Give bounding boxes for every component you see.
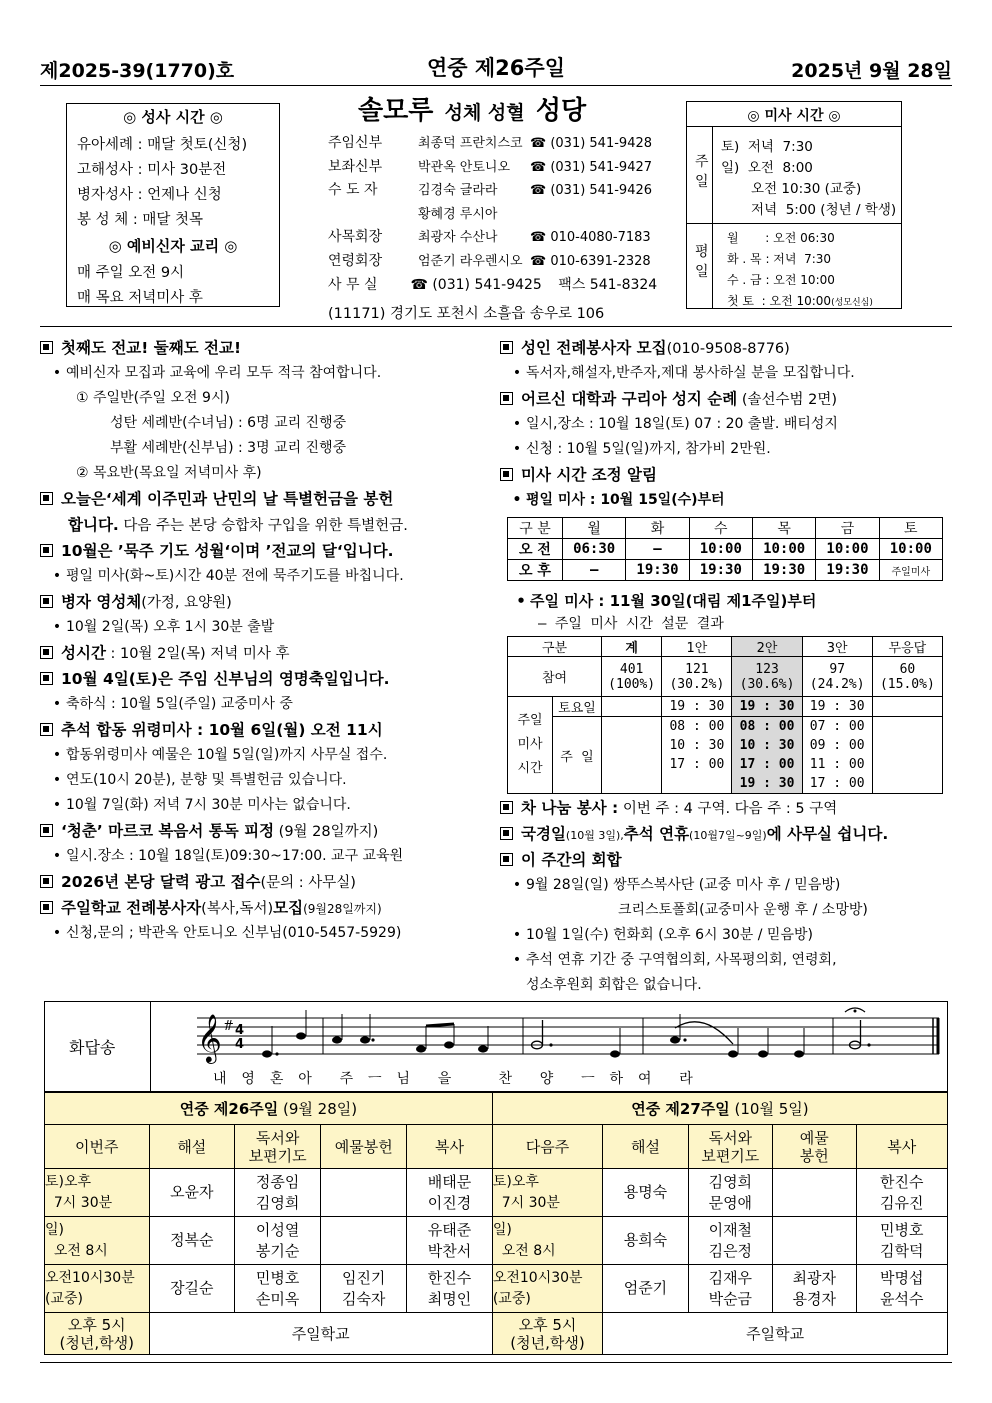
weekday-label: 평 일	[695, 244, 709, 280]
weekday-mass-table	[507, 517, 943, 581]
survey-participation: 60 (15.0%)	[872, 657, 942, 697]
catechumen-line: 매 목요 저녁미사 후	[77, 290, 203, 306]
roster-time: 일) 오전 8시	[45, 1217, 150, 1265]
notice-bullet: • 예비신자 모집과 교육에 우리 모두 적극 참여합니다.	[52, 365, 382, 381]
office-line: 사 무 실 ☎ (031) 541-9425 팩스 541-8324	[328, 277, 658, 293]
staff-row: 주임신부 최종덕 프란치스코 ☎ (031) 541-9428	[328, 135, 653, 151]
roster-cell: 정복순	[149, 1217, 235, 1265]
catechumen-line: 매 주일 오전 9시	[77, 265, 185, 281]
notice-bullet: • 10월 2일(목) 오후 1시 30분 출발	[52, 619, 275, 635]
staff-row: 수 도 자 김경숙 글라라 ☎ (031) 541-9426	[328, 182, 653, 198]
staff-row: 사목회장 최광자 수산나 ☎ 010-4080-7183	[328, 229, 651, 245]
weekday-mass-time: 월 : 오전 06:30	[727, 231, 835, 245]
notice-bullet: • 평일 미사(화~토)시간 40분 전에 묵주기도를 바칩니다.	[52, 568, 404, 584]
notice-bullet: • 일시,장소 : 10월 18일(토) 07 : 20 출발. 배티성지	[512, 416, 838, 432]
notice-bullet: • 10월 7일(화) 저녁 7시 30분 미사는 없습니다.	[52, 797, 351, 813]
weekday-table-cell: 10:00	[689, 539, 752, 560]
survey-table	[507, 636, 943, 794]
weekday-table-cell: 19:30	[689, 560, 752, 581]
survey-header: 3안	[802, 637, 872, 657]
survey-header: 구분	[508, 637, 602, 657]
notice-item: 성탄 세례반(수녀님) : 6명 교리 진행중	[110, 415, 347, 431]
parish-name: 솔모루 성체 성혈 성당	[358, 96, 587, 126]
svg-text:𝄞: 𝄞	[197, 1013, 222, 1062]
roster-cell: 엄준기	[603, 1265, 689, 1313]
weekday-table-cell: –	[563, 560, 626, 581]
notice-bullet: • 일시.장소 : 10월 18일(토)09:30~17:00. 교구 교육원	[52, 848, 404, 864]
roster-cell: 유태준 박찬서	[407, 1217, 493, 1265]
weekday-table-cell: 06:30	[563, 539, 626, 560]
svg-text:4: 4	[235, 1023, 245, 1038]
sunday-mass-time: 저녁 5:00 (청년 / 학생)	[721, 202, 897, 218]
notice-heading: 오늘은‘세계 이주민과 난민의 날 특별헌금을 봉헌	[40, 487, 393, 509]
survey-sun-time: 08 : 00 10 : 30 17 : 00	[662, 717, 732, 794]
roster-cell	[772, 1169, 856, 1217]
survey-sun-label: 주 일	[553, 717, 602, 794]
roster-left-title: 연중 제26주일 (9월 28일)	[45, 1093, 493, 1125]
notice-bullet: • 축하식 : 10월 5일(주일) 교중미사 중	[52, 696, 293, 712]
survey-sun-time: 07 : 00 09 : 00 11 : 00 17 : 00	[802, 717, 872, 794]
footer-rule	[40, 1362, 952, 1363]
weekday-table-cell: –	[626, 539, 689, 560]
notice-heading: 차 나눔 봉사 : 이번 주 : 4 구역. 다음 주 : 5 구역	[500, 796, 837, 818]
notice-heading: 성인 전례봉사자 모집(010-9508-8776)	[500, 336, 790, 358]
sacrament-line: 병자성사 : 언제나 신청	[77, 187, 222, 203]
notice-bullet: • 9월 28일(일) 쌍뚜스복사단 (교중 미사 후 / 믿음방)	[512, 877, 841, 893]
notice-bullet: • 10월 1일(수) 헌화회 (오후 6시 30분 / 믿음방)	[512, 927, 813, 943]
roster-time: 오전10시30분 (교중)	[45, 1265, 150, 1313]
roster-header: 독서와 보편기도	[688, 1125, 772, 1169]
roster-cell: 김재우 박순금	[688, 1265, 772, 1313]
roster-header: 복사	[407, 1125, 493, 1169]
sunday-change-title: • 주일 미사 : 11월 30일(대림 제1주일)부터	[516, 592, 817, 610]
survey-sat-time: 19 : 30	[802, 697, 872, 717]
catechumen-title: ◎ 예비신자 교리 ◎	[108, 237, 238, 255]
roster-right-title: 연중 제27주일 (10월 5일)	[492, 1093, 947, 1125]
page-title: 연중 제26주일	[427, 56, 565, 80]
weekday-table-header: 금	[816, 518, 879, 539]
roster-cell: 임진기 김숙자	[321, 1265, 407, 1313]
weekday-table-cell: 주일미사	[879, 560, 942, 581]
notice-bullet: • 평일 미사 : 10월 15일(수)부터	[512, 492, 725, 508]
notice-heading: 어르신 대학과 구리아 성지 순례 (솔선수범 2면)	[500, 387, 837, 409]
notice-heading: 병자 영성체(가정, 요양원)	[40, 590, 232, 612]
roster-cell: 용명숙	[603, 1169, 689, 1217]
roster-time: 토)오후 7시 30분	[45, 1169, 150, 1217]
issue-number: 제2025-39(1770)호	[40, 60, 235, 82]
survey-row-label: 주일 미사 시간	[508, 697, 553, 794]
weekday-table-cell: 오 후	[508, 560, 563, 581]
notice-bullet: • 독서자,해설자,반주자,제대 봉사하실 분을 모집합니다.	[512, 365, 855, 381]
survey-header: 2안	[732, 637, 802, 657]
weekday-table-header: 화	[626, 518, 689, 539]
weekday-table-header: 목	[752, 518, 815, 539]
survey-sat-time: 19 : 30	[732, 697, 802, 717]
psalm-staff	[193, 1006, 943, 1070]
survey-sat-time	[872, 697, 942, 717]
weekday-table-header: 토	[879, 518, 942, 539]
right-notices	[500, 336, 952, 516]
mass-times-box	[686, 101, 902, 309]
survey-header: 1안	[662, 637, 732, 657]
notice-heading: 주일학교 전례봉사자(복사,독서)모집(9월28일까지)	[40, 896, 382, 918]
roster-header: 독서와 보편기도	[235, 1125, 321, 1169]
roster-last-left: 주일학교	[149, 1313, 492, 1355]
weekday-mass-time: 첫 토 : 오전 10:00(성모신심)	[727, 294, 873, 308]
roster-header: 해설	[603, 1125, 689, 1169]
header-rule	[40, 85, 952, 86]
roster-cell: 민병호 김학덕	[856, 1217, 947, 1265]
notice-heading: 10월은 ’묵주 기도 성월‘이며 ’전교의 달‘입니다.	[40, 539, 394, 561]
roster-cell: 박명섭 윤석수	[856, 1265, 947, 1313]
sacrament-line: 봉 성 체 : 매달 첫목	[77, 212, 203, 228]
roster-cell: 이재철 김은정	[688, 1217, 772, 1265]
psalm-lyrics: 내 영 혼 아 주 ㅡ 님 을 찬 양 ㅡ 하 여 라	[213, 1071, 695, 1087]
sunday-label: 주 일	[695, 154, 709, 190]
notice-heading: 미사 시간 조정 알림	[500, 463, 657, 485]
psalm-box	[44, 1001, 948, 1092]
survey-participation-label: 참여	[508, 657, 602, 697]
roster-header: 해설	[149, 1125, 235, 1169]
weekday-table-cell: 10:00	[879, 539, 942, 560]
survey-participation: 97 (24.2%)	[802, 657, 872, 697]
roster-cell: 한진수 김유진	[856, 1169, 947, 1217]
sunday-mass-time: 오전 10:30 (교중)	[721, 181, 862, 197]
roster-cell: 배태문 이진경	[407, 1169, 493, 1217]
notice-item: 부활 세례반(신부님) : 3명 교리 진행중	[110, 440, 347, 456]
notice-item: ② 목요반(목요일 저녁미사 후)	[76, 465, 262, 481]
weekday-table-cell: 10:00	[816, 539, 879, 560]
notice-heading: ‘청춘’ 마르코 복음서 통독 피정 (9월 28일까지)	[40, 819, 378, 841]
page-header	[40, 52, 952, 82]
weekday-table-cell: 19:30	[752, 560, 815, 581]
roster-cell: 오윤자	[149, 1169, 235, 1217]
section-rule	[40, 326, 952, 327]
roster-last-right-time: 오후 5시 (청년,학생)	[492, 1313, 602, 1355]
weekday-table-cell: 19:30	[626, 560, 689, 581]
notice-heading: 성시간 : 10월 2일(목) 저녁 미사 후	[40, 641, 290, 663]
notice-item: 크리스토폴회(교중미사 운행 후 / 소망방)	[618, 902, 868, 918]
staff-row: 황혜경 루시아	[418, 206, 498, 222]
notice-bullet: • 추석 연휴 기간 중 구역협의회, 사목평의회, 연령회,	[512, 952, 837, 968]
roster-cell	[321, 1217, 407, 1265]
staff-row: 보좌신부 박관옥 안토니오 ☎ (031) 541-9427	[328, 158, 653, 175]
notice-bullet: • 신청 : 10월 5일(일)까지, 참가비 2만원.	[512, 441, 771, 457]
roster-cell: 용희숙	[603, 1217, 689, 1265]
notice-item: 성소후원회 회합은 없습니다.	[526, 977, 702, 993]
survey-header: 무응답	[872, 637, 942, 657]
left-notices	[40, 336, 492, 996]
weekday-mass-time: 수 . 금 : 오전 10:00	[727, 273, 835, 287]
weekday-mass-time: 화 . 목 : 저녁 7:30	[727, 252, 832, 266]
sacrament-line: 고해성사 : 미사 30분전	[77, 162, 227, 178]
roster-header: 복사	[856, 1125, 947, 1169]
roster-cell: 이성열 봉기순	[235, 1217, 321, 1265]
notice-bullet: • 합동위령미사 예물은 10월 5일(일)까지 사무실 접수.	[52, 747, 388, 763]
roster-time: 오전10시30분 (교중)	[492, 1265, 602, 1313]
survey-participation: 123 (30.6%)	[732, 657, 802, 697]
roster-cell: 김영희 문영애	[688, 1169, 772, 1217]
notice-heading: 이 주간의 회합	[500, 848, 622, 870]
survey-participation: 121 (30.2%)	[662, 657, 732, 697]
address: (11171) 경기도 포천시 소흘읍 송우로 106	[328, 306, 605, 322]
survey-participation: 401 (100%)	[602, 657, 662, 697]
roster-last-left-time: 오후 5시 (청년,학생)	[45, 1313, 150, 1355]
roster-cell	[772, 1217, 856, 1265]
roster-header: 예물봉헌	[321, 1125, 407, 1169]
notice-heading: 추석 합동 위령미사 : 10월 6일(월) 오전 11시	[40, 718, 383, 740]
weekday-table-cell: 오 전	[508, 539, 563, 560]
roster-header: 이번주	[45, 1125, 150, 1169]
notice-heading: 2026년 본당 달력 광고 접수(문의 : 사무실)	[40, 870, 356, 892]
weekday-table-cell: 19:30	[816, 560, 879, 581]
roster-cell: 최광자 용경자	[772, 1265, 856, 1313]
notice-heading: 10월 4일(토)은 주임 신부님의 영명축일입니다.	[40, 667, 390, 689]
roster-time: 토)오후 7시 30분	[492, 1169, 602, 1217]
roster-cell: 정종임 김영희	[235, 1169, 321, 1217]
survey-sat-label: 토요일	[553, 697, 602, 717]
notice-heading: 첫째도 전교! 둘째도 전교!	[40, 336, 241, 358]
weekday-table-cell: 10:00	[752, 539, 815, 560]
notice-bullet: • 연도(10시 20분), 분향 및 특별헌금 있습니다.	[52, 772, 347, 788]
roster-table	[44, 1092, 948, 1355]
staff-row: 연령회장 엄준기 라우렌시오 ☎ 010-6391-2328	[328, 252, 651, 269]
sacrament-line: 유아세례 : 매달 첫토(신청)	[77, 137, 248, 153]
sunday-mass-time: 일) 오전 8:00	[721, 160, 813, 176]
roster-cell	[321, 1169, 407, 1217]
svg-text:4: 4	[235, 1037, 245, 1052]
roster-cell: 민병호 손미옥	[235, 1265, 321, 1313]
svg-text:#: #	[223, 1019, 234, 1034]
survey-header: 계	[602, 637, 662, 657]
survey-sat-time: 19 : 30	[662, 697, 732, 717]
notice-heading: 국경일(10월 3일),추석 연휴(10월7일~9일)에 사무실 쉽니다.	[500, 822, 888, 844]
notice-bullet: • 신청,문의 ; 박관옥 안토니오 신부님(010-5457-5929)	[52, 925, 402, 941]
survey-subtitle: – 주일 미사 시간 설문 결과	[538, 616, 724, 632]
roster-cell: 한진수 최명인	[407, 1265, 493, 1313]
right-notices-bottom	[500, 796, 952, 996]
roster-cell: 장길순	[149, 1265, 235, 1313]
parish-info	[292, 88, 684, 323]
notice-heading-cont: 합니다. 다음 주는 본당 승합차 구입을 위한 특별헌금.	[68, 516, 408, 534]
roster-header: 다음주	[492, 1125, 602, 1169]
sacrament-box	[66, 103, 280, 307]
weekday-table-header: 수	[689, 518, 752, 539]
mass-times-title: ◎ 미사 시간 ◎	[747, 108, 841, 124]
survey-sun-time: 08 : 00 10 : 30 17 : 00 19 : 30	[732, 717, 802, 794]
weekday-table-header: 월	[563, 518, 626, 539]
issue-date: 2025년 9월 28일	[791, 60, 952, 82]
roster-last-right: 주일학교	[603, 1313, 948, 1355]
weekday-table-header: 구 분	[508, 518, 563, 539]
roster-time: 일) 오전 8시	[492, 1217, 602, 1265]
sunday-mass-time: 토) 저녁 7:30	[721, 139, 813, 155]
roster-header: 예물 봉헌	[772, 1125, 856, 1169]
notice-item: ① 주일반(주일 오전 9시)	[76, 390, 230, 406]
psalm-label: 화답송	[69, 1038, 116, 1057]
sacrament-title: ◎ 성사 시간 ◎	[123, 108, 223, 126]
